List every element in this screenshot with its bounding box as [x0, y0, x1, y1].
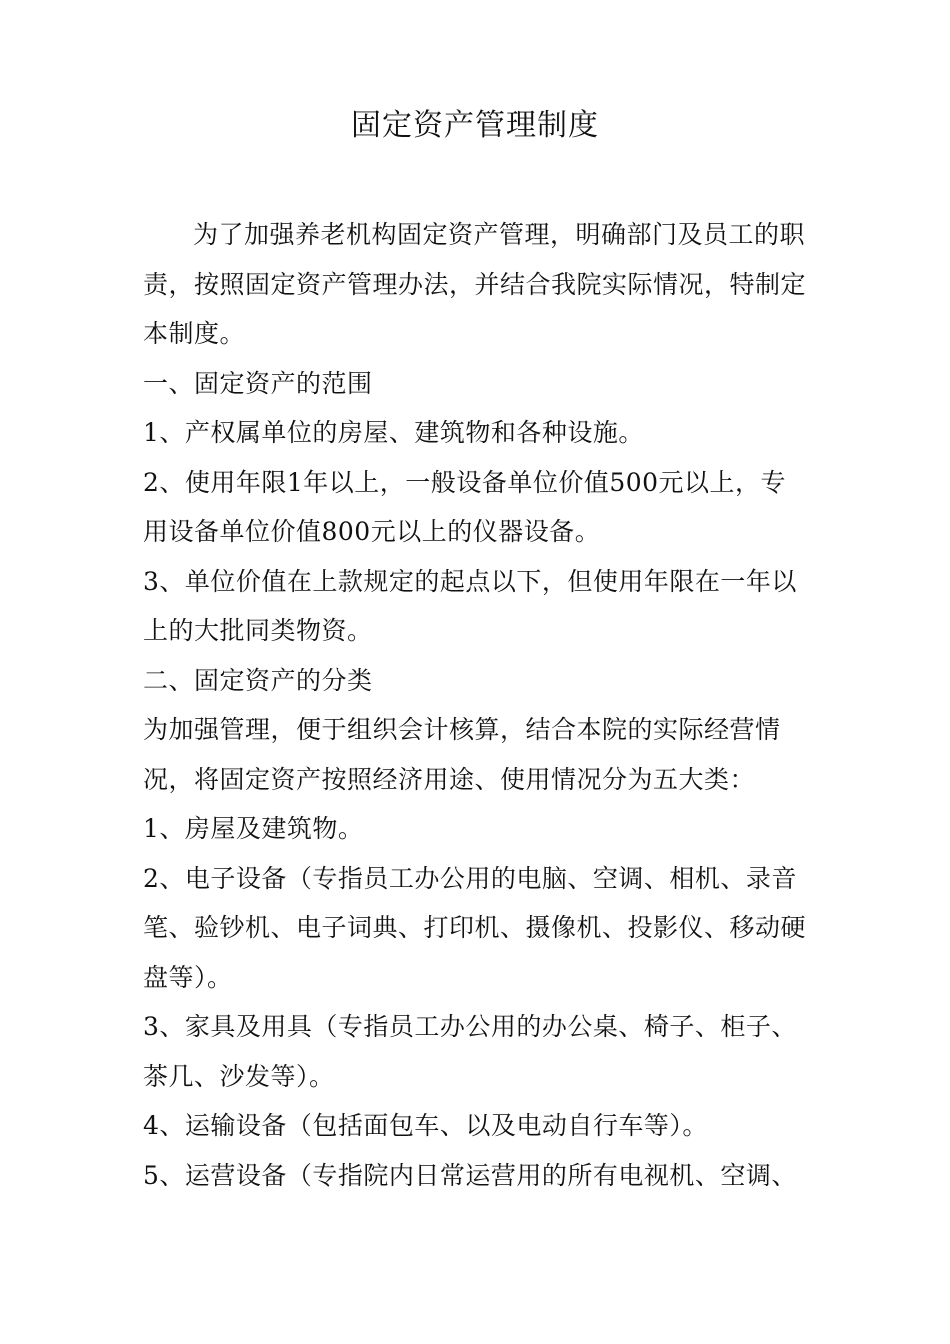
intro-paragraph: 为了加强养老机构固定资产管理，明确部门及员工的职责，按照固定资产管理办法，并结合我院实际情况，特制定本制度。 — [143, 220, 807, 348]
scope-item-2: 2、使用年限1年以上，一般设备单位价值500元以上，专用设备单位价值800元以上的仪器设备。 — [143, 467, 787, 546]
document-body — [143, 210, 811, 1200]
scope-item-1: 1、产权属单位的房屋、建筑物和各种设施。 — [143, 418, 644, 447]
classification-item-4: 4、运输设备（包括面包车、以及电动自行车等）。 — [143, 1111, 708, 1140]
section-heading-classification: 二、固定资产的分类 — [143, 665, 373, 695]
section-heading-scope: 一、固定资产的范围 — [143, 368, 373, 398]
classification-item-2: 2、电子设备（专指员工办公用的电脑、空调、相机、录音笔、验钞机、电子词典、打印机、摄像机、投影仪、移动硬盘等）。 — [143, 863, 807, 992]
scope-item-3: 3、单位价值在上款规定的起点以下，但使用年限在一年以上的大批同类物资。 — [143, 566, 797, 645]
classification-item-3: 3、家具及用具（专指员工办公用的办公桌、椅子、柜子、茶几、沙发等）。 — [143, 1012, 797, 1091]
document-title: 固定资产管理制度 — [351, 108, 599, 143]
classification-item-5: 5、运营设备（专指院内日常运营用的所有电视机、空调、 — [143, 1160, 797, 1190]
classification-item-1: 1、房屋及建筑物。 — [143, 814, 364, 843]
classification-intro: 为加强管理，便于组织会计核算，结合本院的实际经营情况，将固定资产按照经济用途、使用情况分为五大类： — [143, 715, 781, 794]
